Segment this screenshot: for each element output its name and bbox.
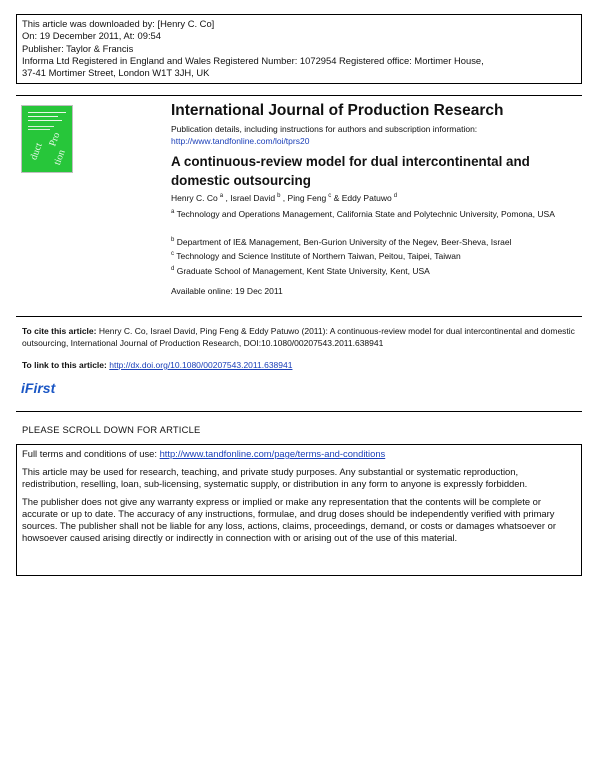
article-link-row xyxy=(22,360,292,370)
author-affiliation-marker: c xyxy=(328,193,332,200)
author-name: Ping Feng xyxy=(287,193,327,203)
link-label: To link to this article: xyxy=(22,360,107,370)
affiliation-text: Graduate School of Management, Kent State University, Kent, USA xyxy=(176,265,430,276)
ifirst-logo: iFirst xyxy=(21,380,56,396)
author-name: Eddy Patuwo xyxy=(341,193,392,203)
affiliation-b xyxy=(171,235,571,248)
downloaded-by: This article was downloaded by: [Henry C. Co] xyxy=(22,18,215,29)
download-date: On: 19 December 2011, At: 09:54 xyxy=(22,30,161,42)
publication-details-text: Publication details, including instructions for authors and subscription information: xyxy=(171,124,478,134)
citation-text: Henry C. Co, Israel David, Ping Feng & Eddy Patuwo (2011): A continuous-review model for dual intercontinental and domestic outsourcing, International Journal of Production Research, DOI:10.1080/00207543.2011.638941 xyxy=(22,326,575,348)
author-separator: , xyxy=(223,193,231,203)
affiliation-marker: c xyxy=(171,251,174,257)
citation-label: To cite this article: xyxy=(22,326,97,336)
author-affiliation-marker: a xyxy=(219,193,224,200)
affiliation-marker: a xyxy=(171,209,175,215)
terms-prefix: Full terms and conditions of use: xyxy=(22,448,160,459)
author-affiliation-marker: b xyxy=(277,193,281,200)
affiliation-c xyxy=(171,249,571,262)
affiliation-a xyxy=(171,207,571,220)
available-online: Available online: 19 Dec 2011 xyxy=(171,286,283,296)
terms-paragraph-usage: This article may be used for research, teaching, and private study purposes. Any substantial or systematic reproduction, redistribution, reselling, loan, sub-licensing, systematic supply, or distribution in any form to anyone is expressly forbidden. xyxy=(22,466,528,489)
affiliation-marker: d xyxy=(171,266,175,272)
citation-block xyxy=(22,326,582,350)
registered-address: 37-41 Mortimer Street, London W1T 3JH, UK xyxy=(22,67,210,79)
terms-link[interactable]: http://www.tandfonline.com/page/terms-and-conditions xyxy=(159,448,386,459)
journal-title: International Journal of Production Research xyxy=(171,102,504,119)
affiliation-text: Department of IE& Management, Ben-Gurion University of the Negev, Beer-Sheva, Israel xyxy=(176,236,512,247)
author-separator: , xyxy=(280,193,288,203)
terms-box xyxy=(16,444,582,576)
article-title: A continuous-review model for dual intercontinental and domestic outsourcing xyxy=(171,154,530,188)
divider-citation xyxy=(16,316,582,317)
terms-line xyxy=(22,448,576,460)
author-name: Israel David xyxy=(230,193,276,203)
author-name: Henry C. Co xyxy=(171,193,218,203)
scroll-notice: PLEASE SCROLL DOWN FOR ARTICLE xyxy=(22,424,201,435)
affiliation-marker: b xyxy=(171,237,175,243)
author-separator: & xyxy=(331,193,342,203)
registration-info: Informa Ltd Registered in England and Wales Registered Number: 1072954 Registered office: Mortimer House, xyxy=(22,54,484,66)
author-list xyxy=(171,193,397,203)
terms-paragraph-disclaimer: The publisher does not give any warranty express or implied or make any representation that the contents will be complete or accurate or up to date. The accuracy of any instructions, formulae, and drug doses should be independently verified with primary sources. The publisher shall not be liable for any loss, actions, claims, proceedings, demand, or costs or damages whatsoever or howsoever caused arising directly or indirectly in connection with or arising out of the use of this material. xyxy=(22,496,556,543)
affiliation-d xyxy=(171,264,571,277)
affiliation-text: Technology and Operations Management, California State and Polytechnic University, Pomona, USA xyxy=(176,208,555,219)
divider-scroll xyxy=(16,411,582,412)
doi-link[interactable]: http://dx.doi.org/10.1080/00207543.2011.638941 xyxy=(109,360,293,370)
author-affiliation-marker: d xyxy=(393,193,398,200)
divider-top xyxy=(16,95,582,96)
journal-url-link[interactable]: http://www.tandfonline.com/loi/tprs20 xyxy=(171,135,310,146)
affiliation-text: Technology and Science Institute of Northern Taiwan, Peitou, Taipei, Taiwan xyxy=(176,250,461,261)
journal-cover-image: duct Pro tion xyxy=(21,105,73,173)
publisher: Publisher: Taylor & Francis xyxy=(22,42,134,54)
publication-details xyxy=(171,124,477,147)
download-info-box xyxy=(16,14,582,84)
